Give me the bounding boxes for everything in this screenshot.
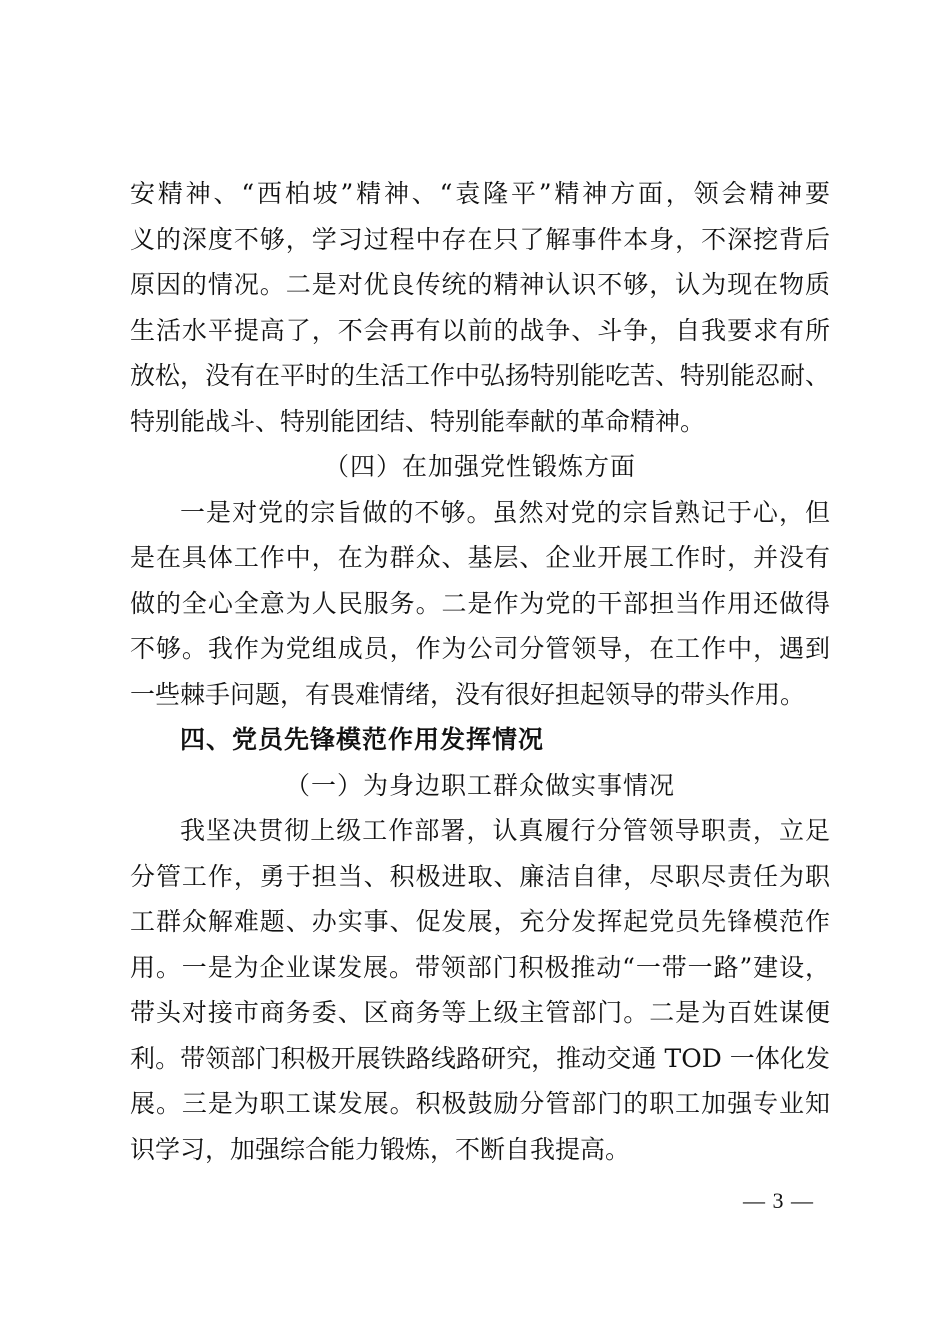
paragraph-line: 带头对接市商务委、区商务等上级主管部门。二是为百姓谋便 [130, 998, 830, 1027]
paragraph-line: 一是对党的宗旨做的不够。虽然对党的宗旨熟记于心，但 [180, 497, 830, 527]
document-body [130, 171, 830, 1172]
paragraph-line: 不够。我作为党组成员，作为公司分管领导，在工作中，遇到 [130, 634, 830, 663]
paragraph-line: 我坚决贯彻上级工作部署，认真履行分管领导职责，立足 [180, 816, 830, 845]
paragraph-line: 用。一是为企业谋发展。带领部门积极推动“一带一路”建设， [130, 952, 830, 982]
subheading-practical-work: （一）为身边职工群众做实事情况 [284, 770, 675, 800]
page-number: — 3 — [743, 1188, 814, 1213]
paragraph-practical-work [130, 808, 830, 1172]
paragraph-line: 利。带领部门积极开展铁路线路研究，推动交通 TOD 一体化发 [130, 1043, 830, 1073]
subheading-party-spirit: （四）在加强党性锻炼方面 [323, 452, 636, 481]
paragraph-line: 分管工作，勇于担当、积极进取、廉洁自律，尽职尽责任为职 [130, 861, 830, 891]
paragraph-line: 安精神、“西柏坡”精神、“袁隆平”精神方面，领会精神要 [130, 179, 830, 208]
paragraph-line: 特别能战斗、特别能团结、特别能奉献的革命精神。 [130, 406, 706, 436]
paragraph-line: 展。三是为职工谋发展。积极鼓励分管部门的职工加强专业知 [130, 1089, 830, 1118]
paragraph-line: 做的全心全意为人民服务。二是作为党的干部担当作用还做得 [130, 588, 830, 618]
paragraph-line: 工群众解难题、办实事、促发展，充分发挥起党员先锋模范作 [130, 907, 830, 936]
paragraph-party-spirit [130, 490, 830, 718]
paragraph-line: 原因的情况。二是对优良传统的精神认识不够，认为现在物质 [130, 270, 830, 299]
paragraph-line: 一些棘手问题，有畏难情绪，没有很好担起领导的带头作用。 [130, 679, 806, 709]
section-heading-vanguard: 四、党员先锋模范作用发挥情况 [180, 725, 545, 754]
paragraph-line: 是在具体工作中，在为群众、基层、企业开展工作时，并没有 [130, 543, 830, 572]
paragraph-line: 放松，没有在平时的生活工作中弘扬特别能吃苦、特别能忍耐、 [130, 361, 831, 390]
paragraph-spirit-study [130, 171, 830, 444]
paragraph-line: 识学习，加强综合能力锻炼，不断自我提高。 [130, 1134, 631, 1164]
paragraph-line: 义的深度不够，学习过程中存在只了解事件本身，不深挖背后 [130, 224, 830, 254]
paragraph-line: 生活水平提高了，不会再有以前的战争、斗争，自我要求有所 [130, 315, 830, 345]
